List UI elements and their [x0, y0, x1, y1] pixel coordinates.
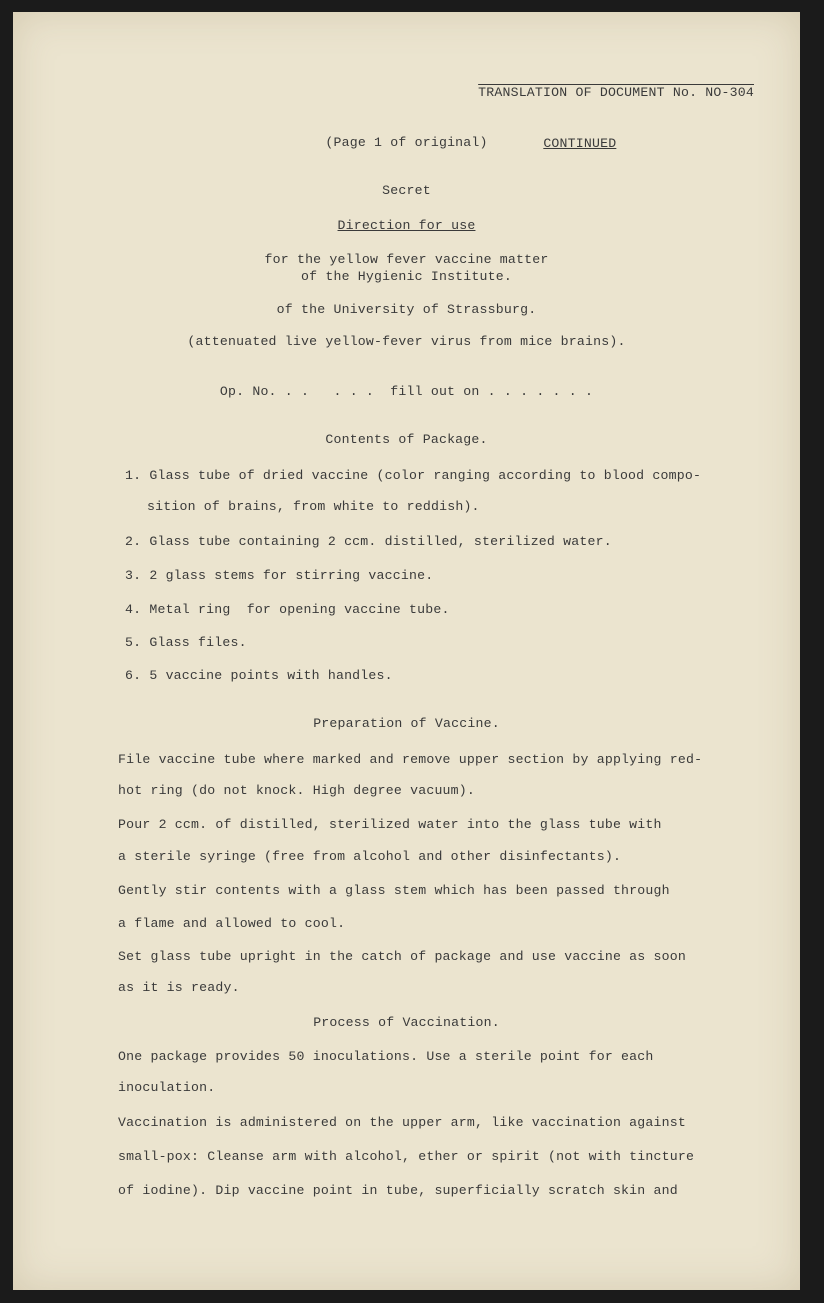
header-continued: CONTINUED [543, 136, 617, 151]
list-item: 6. 5 vaccine points with handles. [125, 668, 393, 683]
paragraph-line: of iodine). Dip vaccine point in tube, superficially scratch skin and [118, 1183, 678, 1198]
paragraph-line: File vaccine tube where marked and remove upper section by applying red- [118, 752, 703, 767]
subtitle-line-3: of the University of Strassburg. [276, 302, 537, 317]
list-item: 3. 2 glass stems for stirring vaccine. [125, 568, 434, 583]
contents-heading: Contents of Package. [325, 432, 488, 447]
document-page [13, 12, 800, 1290]
paragraph-line: Vaccination is administered on the upper arm, like vaccination against [118, 1115, 686, 1130]
paragraph-line: Gently stir contents with a glass stem which has been passed through [118, 883, 670, 898]
paragraph-line: Pour 2 ccm. of distilled, sterilized water into the glass tube with [118, 817, 662, 832]
header-title: TRANSLATION OF DOCUMENT No. NO-304 [478, 85, 754, 100]
list-item: 2. Glass tube containing 2 ccm. distilled, sterilized water. [125, 534, 612, 549]
paragraph-line: One package provides 50 inoculations. Use a sterile point for each [118, 1049, 654, 1064]
paragraph-line: a sterile syringe (free from alcohol and other disinfectants). [118, 849, 622, 864]
subtitle-line-1: for the yellow fever vaccine matter [264, 252, 549, 267]
paragraph-line: small-pox: Cleanse arm with alcohol, ether or spirit (not with tincture [118, 1149, 695, 1164]
paragraph-line: a flame and allowed to cool. [118, 916, 346, 931]
paragraph-line: inoculation. [118, 1080, 216, 1095]
paragraph-line: hot ring (do not knock. High degree vacuum). [118, 783, 476, 798]
paragraph-line: Set glass tube upright in the catch of package and use vaccine as soon [118, 949, 686, 964]
paragraph-line: as it is ready. [118, 980, 240, 995]
process-heading: Process of Vaccination. [313, 1015, 500, 1030]
subtitle-line-4: (attenuated live yellow-fever virus from mice brains). [187, 334, 626, 349]
classification-label: Secret [382, 183, 431, 198]
list-item: 4. Metal ring for opening vaccine tube. [125, 602, 450, 617]
page-reference: (Page 1 of original) [325, 135, 488, 150]
document-header [446, 67, 754, 186]
op-number-line: Op. No. . . . . . fill out on . . . . . . . [219, 384, 594, 399]
list-item-continuation: sition of brains, from white to reddish). [147, 499, 480, 514]
subtitle-line-2: of the Hygienic Institute. [301, 269, 512, 284]
list-item: 5. Glass files. [125, 635, 247, 650]
preparation-heading: Preparation of Vaccine. [313, 716, 500, 731]
list-item: 1. Glass tube of dried vaccine (color ranging according to blood compo- [125, 468, 702, 483]
document-title: Direction for use [337, 218, 476, 233]
